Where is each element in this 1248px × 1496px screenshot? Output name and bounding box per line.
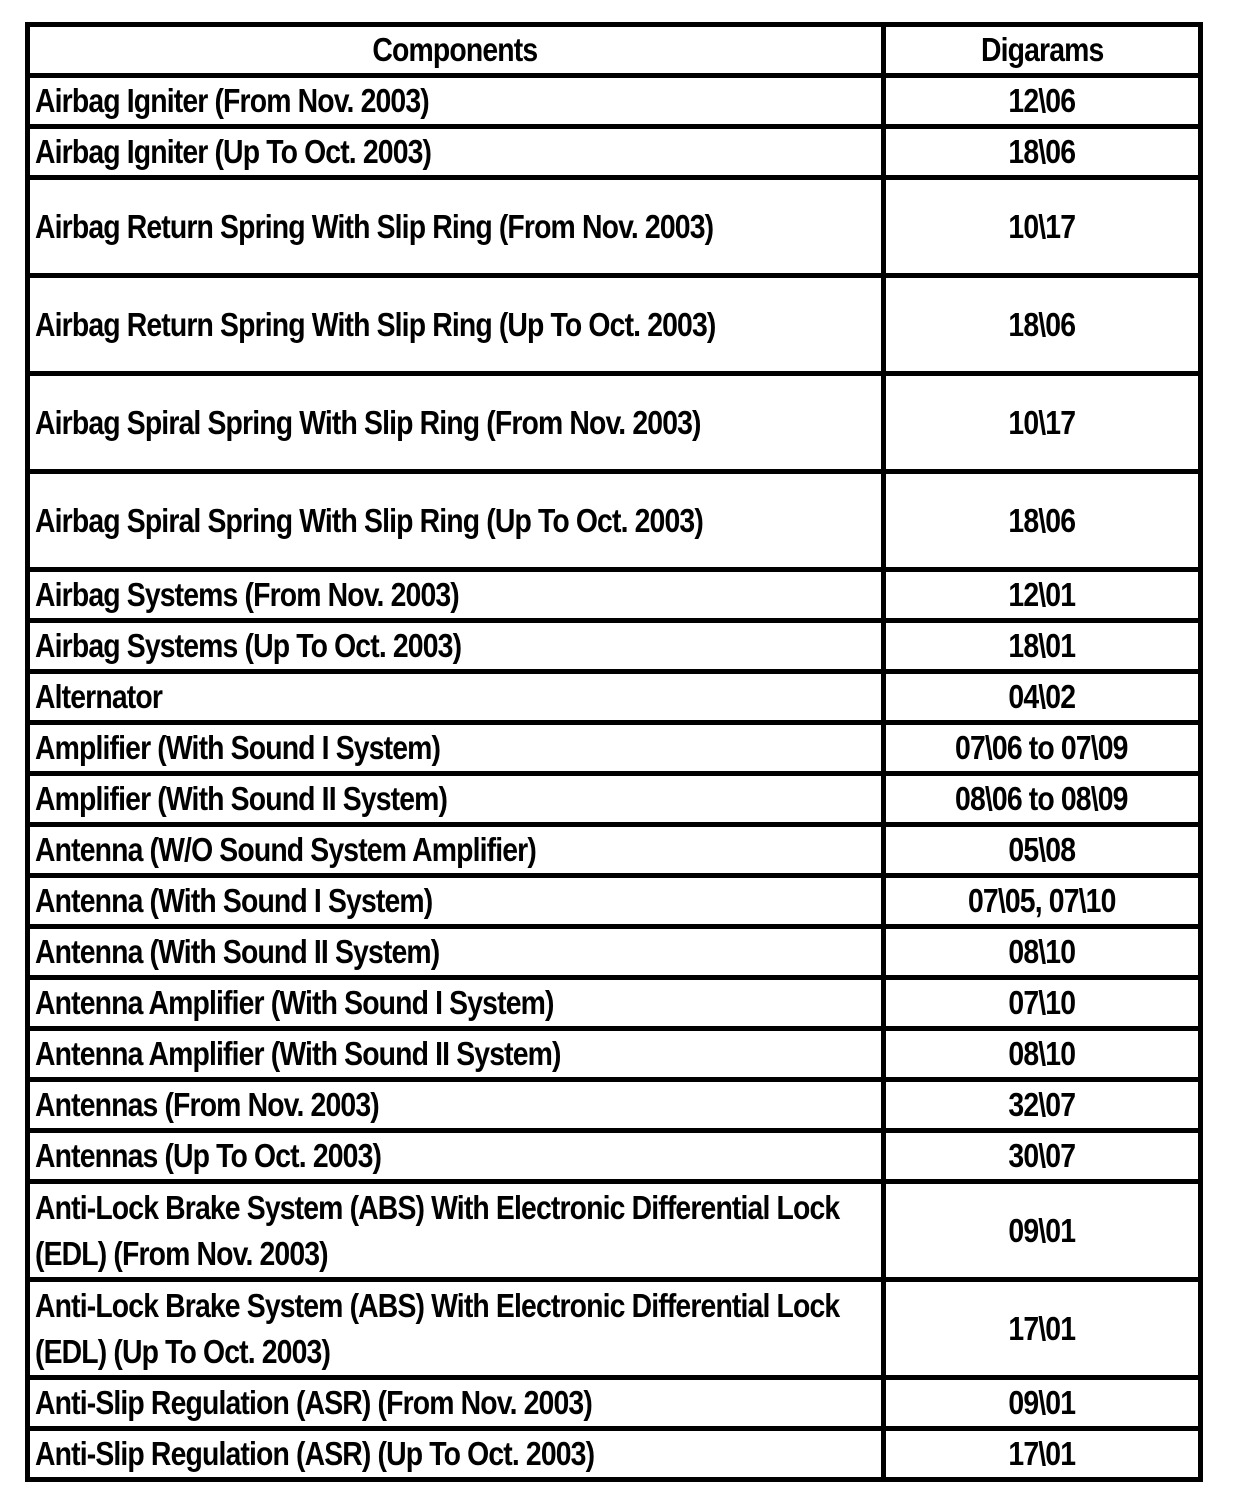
- components-column-header: [28, 25, 884, 76]
- component-name: Alternator: [35, 678, 163, 715]
- component-name: Anti-Slip Regulation (ASR) (From Nov. 2003): [35, 1384, 592, 1421]
- diagram-cell: [883, 76, 1200, 127]
- component-cell: [28, 472, 884, 570]
- table-row: [28, 178, 1201, 276]
- diagram-reference: 09\01: [1008, 1384, 1076, 1421]
- component-cell: [28, 76, 884, 127]
- diagram-cell: [883, 127, 1200, 178]
- table-row: [28, 374, 1201, 472]
- diagram-cell: [883, 1429, 1200, 1480]
- table-row: [28, 1182, 1201, 1280]
- component-name: Antenna (With Sound I System): [35, 882, 433, 919]
- component-name: Airbag Systems (Up To Oct. 2003): [35, 627, 462, 664]
- diagram-cell: [883, 1182, 1200, 1280]
- component-cell: [28, 1029, 884, 1080]
- table-row: [28, 276, 1201, 374]
- diagram-reference: 09\01: [1008, 1211, 1076, 1249]
- components-header-label: Components: [372, 31, 538, 68]
- diagram-reference: 18\06: [1008, 305, 1076, 343]
- diagram-reference: 18\01: [1008, 627, 1076, 664]
- component-cell: [28, 723, 884, 774]
- table-row: [28, 1131, 1201, 1182]
- diagram-cell: [883, 1029, 1200, 1080]
- diagram-cell: [883, 276, 1200, 374]
- components-diagrams-table: [25, 22, 1203, 1482]
- component-name: Antenna (W/O Sound System Amplifier): [35, 831, 536, 868]
- component-cell: [28, 276, 884, 374]
- diagram-cell: [883, 876, 1200, 927]
- diagram-reference: 10\17: [1008, 207, 1076, 245]
- table-row: [28, 621, 1201, 672]
- component-name: Antenna Amplifier (With Sound I System): [35, 984, 554, 1021]
- table-row: [28, 76, 1201, 127]
- diagram-cell: [883, 825, 1200, 876]
- diagrams-column-header: [883, 25, 1200, 76]
- component-name: Antennas (From Nov. 2003): [35, 1086, 379, 1123]
- component-name: Antenna (With Sound II System): [35, 933, 440, 970]
- component-cell: [28, 1280, 884, 1378]
- diagram-cell: [883, 621, 1200, 672]
- diagram-cell: [883, 1378, 1200, 1429]
- diagram-cell: [883, 723, 1200, 774]
- diagram-reference: 12\01: [1008, 576, 1076, 613]
- table-row: [28, 1378, 1201, 1429]
- diagram-reference: 18\06: [1008, 133, 1076, 170]
- component-cell: [28, 876, 884, 927]
- table-row: [28, 927, 1201, 978]
- diagram-cell: [883, 570, 1200, 621]
- table-header-row: [28, 25, 1201, 76]
- component-name: Airbag Igniter (From Nov. 2003): [35, 82, 429, 119]
- diagram-cell: [883, 374, 1200, 472]
- component-cell: [28, 1182, 884, 1280]
- table-row: [28, 472, 1201, 570]
- table-row: [28, 825, 1201, 876]
- table-row: [28, 876, 1201, 927]
- table-row: [28, 723, 1201, 774]
- diagram-reference: 10\17: [1008, 403, 1076, 441]
- component-cell: [28, 570, 884, 621]
- table-row: [28, 127, 1201, 178]
- diagram-cell: [883, 178, 1200, 276]
- diagram-reference: 12\06: [1008, 82, 1076, 119]
- diagram-reference: 30\07: [1008, 1137, 1076, 1174]
- diagram-cell: [883, 978, 1200, 1029]
- table-row: [28, 1080, 1201, 1131]
- diagram-reference: 17\01: [1008, 1435, 1076, 1472]
- diagram-cell: [883, 1280, 1200, 1378]
- table-row: [28, 774, 1201, 825]
- component-cell: [28, 774, 884, 825]
- component-cell: [28, 1080, 884, 1131]
- component-name: Airbag Systems (From Nov. 2003): [35, 576, 459, 613]
- table-row: [28, 672, 1201, 723]
- diagram-reference: 17\01: [1008, 1309, 1076, 1347]
- component-cell: [28, 621, 884, 672]
- component-name: Antenna Amplifier (With Sound II System): [35, 1035, 561, 1072]
- table-row: [28, 1429, 1201, 1480]
- component-cell: [28, 927, 884, 978]
- table-body: [28, 76, 1201, 1480]
- component-cell: [28, 178, 884, 276]
- diagram-reference: 07\06 to 07\09: [955, 729, 1129, 766]
- component-name: Antennas (Up To Oct. 2003): [35, 1137, 382, 1174]
- diagram-reference: 07\10: [1008, 984, 1076, 1021]
- component-name: Amplifier (With Sound II System): [35, 780, 448, 817]
- component-cell: [28, 1378, 884, 1429]
- component-cell: [28, 1131, 884, 1182]
- component-name: Amplifier (With Sound I System): [35, 729, 441, 766]
- table-row: [28, 570, 1201, 621]
- diagram-reference: 07\05, 07\10: [968, 882, 1116, 919]
- diagram-reference: 18\06: [1008, 501, 1076, 539]
- diagram-reference: 05\08: [1008, 831, 1076, 868]
- component-name: Airbag Return Spring With Slip Ring (Up To Oct. 2003): [35, 305, 716, 343]
- component-name: Anti-Lock Brake System (ABS) With Electronic Differential Lock (EDL) (Up To Oct. 2003): [35, 1286, 840, 1370]
- table-row: [28, 978, 1201, 1029]
- diagram-reference: 08\06 to 08\09: [955, 780, 1129, 817]
- component-cell: [28, 1429, 884, 1480]
- component-cell: [28, 672, 884, 723]
- component-name: Airbag Spiral Spring With Slip Ring (Up To Oct. 2003): [35, 501, 703, 539]
- table-row: [28, 1280, 1201, 1378]
- component-cell: [28, 127, 884, 178]
- component-cell: [28, 825, 884, 876]
- component-name: Anti-Lock Brake System (ABS) With Electronic Differential Lock (EDL) (From Nov. 2003): [35, 1188, 840, 1272]
- diagram-cell: [883, 672, 1200, 723]
- diagrams-header-label: Digarams: [980, 31, 1104, 68]
- diagram-cell: [883, 1080, 1200, 1131]
- diagram-cell: [883, 927, 1200, 978]
- diagram-cell: [883, 774, 1200, 825]
- component-name: Airbag Igniter (Up To Oct. 2003): [35, 133, 432, 170]
- component-cell: [28, 374, 884, 472]
- component-name: Airbag Spiral Spring With Slip Ring (From Nov. 2003): [35, 403, 701, 441]
- diagram-reference: 08\10: [1008, 933, 1076, 970]
- diagram-cell: [883, 472, 1200, 570]
- diagram-reference: 32\07: [1008, 1086, 1076, 1123]
- table-row: [28, 1029, 1201, 1080]
- component-name: Airbag Return Spring With Slip Ring (From Nov. 2003): [35, 207, 714, 245]
- component-name: Anti-Slip Regulation (ASR) (Up To Oct. 2003): [35, 1435, 595, 1472]
- diagram-cell: [883, 1131, 1200, 1182]
- diagram-reference: 08\10: [1008, 1035, 1076, 1072]
- diagram-reference: 04\02: [1008, 678, 1076, 715]
- component-cell: [28, 978, 884, 1029]
